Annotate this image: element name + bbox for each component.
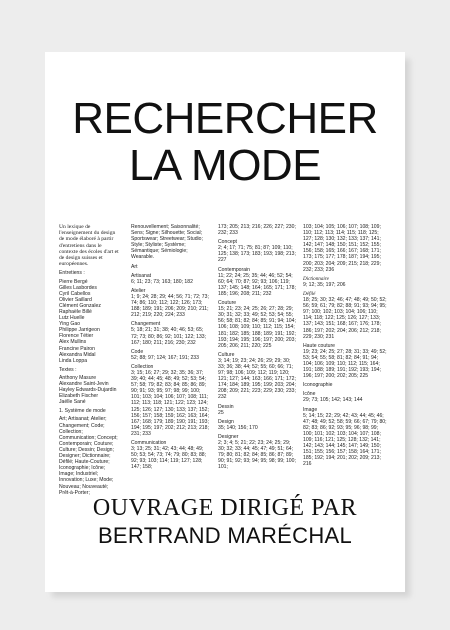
index-refs: 3; 13; 25; 31; 42; 43; 44; 48; 49; 50; 53; 54; 73; 74; 79; 80; 83; 88; 92; 93; 103; 114; 119; 127; 128; 147; 158; bbox=[131, 446, 207, 471]
index-entry bbox=[131, 273, 209, 285]
index-term: Design bbox=[218, 418, 234, 425]
keyword-list: Art; Artisanat; Atelier; Changement; Code; Collection; Communication; Concept; Contemporain; Couture; Culture; Dessin; Design; Designer; Dictionnaire; Défilé; Haute-Couture; Iconographie; Icône; Image; Industriel; Innovation; Luxe; Mode; Nouveau; Nouveauté; Prêt-à-Porter; bbox=[59, 416, 118, 496]
interviewee: Linda Loppa bbox=[59, 357, 88, 364]
index-term: Concept bbox=[218, 239, 237, 246]
editor-credit-line2: BERTRAND MARÉCHAL bbox=[97, 523, 353, 548]
index-refs: 9; 12; 35; 197; 206 bbox=[303, 281, 346, 288]
index-refs: 29; 73; 105; 142; 143; 144 bbox=[303, 397, 363, 404]
index-term: Dessin bbox=[218, 403, 234, 410]
index-entry bbox=[303, 343, 387, 380]
interviewee: Clément Gonzalez bbox=[59, 302, 101, 309]
index-refs: 15; 21; 23; 24; 25; 26; 27; 28; 29; 30; 31; 32; 33; 49; 52; 53; 54; 55; 56; 58; 81; 82; 84; 85; 91; 94; 104; 106; 108; 109; 110; 112; 115; 154; 181; 182; 185; 188; 189; 191; 192; 193; 194; 195; 196; 197; 200; 203; 205; 206; 211; 220; 225 bbox=[218, 306, 296, 349]
index-refs: 3; 15; 16; 27; 29; 32; 35; 36; 37; 39; 40; 44; 45; 48; 49; 52; 53; 54; 57; 58; 79; 82; 83; 84; 85; 86; 89; 90; 91; 93; 95; 97; 98; 99; 100; 101; 103; 104; 106; 107; 108; 111; 112; 113; 118; 121; 122; 123; 124; 125; 126; 127; 130; 133; 137; 152; 156; 157; 158; 159; 162; 163; 164; 167; 168; 179; 189; 190; 191; 193; 194; 195; 197; 202; 212; 213; 218; 231; 233 bbox=[131, 369, 209, 437]
index-term: Code bbox=[131, 348, 144, 355]
interviewee: Pierre Bergé bbox=[59, 278, 88, 285]
index-refs-continued: 103; 104; 105; 106; 107; 108; 109; 110; 112; 113; 114; 115; 118; 125; 127; 128; 130; 132; 133; 137; 141; 142; 147; 148; 150; 151; 152; 155; 156; 158; 165; 166; 167; 168; 171; 173; 175; 177; 178; 187; 194; 195; 200; 203; 204; 209; 215; 218; 229; 232; 233; 236 bbox=[303, 224, 381, 273]
index-refs: 25 bbox=[218, 409, 224, 416]
author: Jaëlle Sané bbox=[59, 399, 86, 406]
index-entry bbox=[218, 267, 296, 297]
index-refs: 11; 22; 24; 25; 35; 44; 46; 52; 54; 60; 64; 70; 87; 92; 93; 106; 119; 137; 145; 148; 164; 165; 171; 178; 185; 196; 208; 211; 232 bbox=[218, 272, 296, 297]
interviewee: Raphaële Billé bbox=[59, 308, 92, 315]
interviewee: Alexandra Midal bbox=[59, 351, 96, 358]
index-refs-continued: 173; 205; 213; 216; 226; 227; 230; 232; 233 bbox=[218, 224, 296, 237]
index-term: Image bbox=[303, 406, 318, 413]
index-term: Défilé bbox=[303, 290, 316, 297]
text-column-3 bbox=[218, 224, 296, 473]
text-column-2 bbox=[131, 224, 209, 473]
author: Elizabeth Fischer bbox=[59, 393, 99, 400]
interviews-label: Entretiens : bbox=[59, 270, 85, 277]
index-term: Contemporain bbox=[218, 266, 250, 273]
interviewee: Gilles Lasbordes bbox=[59, 284, 97, 291]
interviewee: Olivier Saillard bbox=[59, 296, 92, 303]
index-entry bbox=[303, 407, 387, 468]
index-refs: 2; 4; 17; 71; 75; 81; 87; 109; 110; 125; 138; 173; 183; 193; 198; 213; 227 bbox=[218, 245, 296, 264]
index-term: Changement bbox=[131, 321, 161, 328]
interviewee: Ying Gao bbox=[59, 321, 81, 328]
index-refs: 52; 88; 97; 124; 167; 191; 233 bbox=[131, 354, 199, 361]
interviewee: Lutz Huelle bbox=[59, 315, 85, 322]
index-entry bbox=[131, 364, 209, 437]
author: Hayley Edwards-Dujardin bbox=[59, 387, 117, 394]
author: Alexandre Saint-Jevin bbox=[59, 381, 109, 388]
index-refs: 2; 3; 4; 5; 21; 22; 23; 24; 25; 29; 30; 32; 33; 44; 45; 47; 49; 51; 64; 79; 80; 81; 82; 84; 85; 86; 87; 89; 90; 91; 92; 93; 94; 95; 98; 99; 100; 101; bbox=[218, 440, 296, 471]
index-entry bbox=[218, 352, 296, 401]
index-term: Atelier bbox=[131, 287, 146, 294]
index-refs: 19; 23; 24; 25; 27; 28; 31; 33; 49; 52; 53; 54; 55; 58; 81; 82; 84; 91; 94; 104; 106; 109; 110; 112; 115; 164; 191; 188; 189; 191; 192; 193; 194; 196; 197; 200; 202; 205; 225 bbox=[303, 348, 387, 380]
index-refs: 5; 18; 21; 31; 38; 40; 46; 53; 65; 72; 73; 80; 86; 92; 101; 122; 133; 167; 180; 211; 216; 230; 232 bbox=[131, 327, 207, 346]
interviewee: Florence Tétier bbox=[59, 333, 94, 340]
interviewee: Cyril Cabellos bbox=[59, 290, 91, 297]
cover-title-line2: LA MODE bbox=[128, 141, 322, 190]
interviewee-list bbox=[59, 279, 119, 364]
index-term: Designer bbox=[218, 433, 239, 440]
author: Anthony Masure bbox=[59, 374, 97, 381]
index-refs: 35; 140; 156; 170 bbox=[218, 424, 258, 431]
intro-text: Un lexique de l'enseignement du design de mode élaboré à partir d'entretiens dans le contexte des écoles d'art et de design suisses et européennes. bbox=[59, 224, 119, 268]
index-term: Art bbox=[131, 263, 138, 270]
texts-label: Textes : bbox=[59, 366, 77, 373]
text-column-1 bbox=[59, 224, 119, 499]
index-entry bbox=[218, 239, 296, 263]
book-cover bbox=[45, 52, 405, 592]
author-list bbox=[59, 375, 119, 405]
index-term: Couture bbox=[218, 300, 237, 307]
index-term: Haute couture bbox=[303, 342, 335, 349]
index-entry bbox=[303, 291, 387, 340]
editor-credit-line1: OUVRAGE DIRIGÉ PAR bbox=[92, 495, 358, 521]
index-entry bbox=[218, 404, 296, 416]
index-entry bbox=[303, 391, 387, 403]
index-term: Culture bbox=[218, 351, 235, 358]
index-term: Iconographie bbox=[303, 382, 333, 389]
index-entry bbox=[131, 321, 209, 345]
interviewee: Francine Pairon bbox=[59, 345, 95, 352]
interviewee: Philippe Jarrigeon bbox=[59, 327, 100, 334]
cover-title-line1: RECHERCHER bbox=[72, 94, 378, 143]
index-entry bbox=[218, 419, 296, 431]
section-heading: 1. Système de mode bbox=[59, 408, 106, 415]
index-term: Communication bbox=[131, 440, 167, 446]
index-term: Icône bbox=[303, 391, 316, 398]
index-refs: 5; 14; 15; 22; 29; 42; 43; 44; 45; 46; 47; 48; 49; 52; 58; 59; 66; 67; 79; 80; 82; 83; 86; 92; 93; 95; 96; 98; 99; 100; 101; 102; 103; 104; 107; 108; 109; 116; 121; 125; 128; 132; 141; 142; 143; 144; 145; 147; 149; 150; 151; 155; 156; 157; 158; 164; 171; 185; 192; 194; 201; 202; 209; 213; 216 bbox=[303, 412, 387, 468]
index-entry bbox=[131, 288, 209, 318]
index-entry bbox=[131, 264, 209, 270]
index-refs: 3; 14; 19; 23; 24; 26; 29; 29; 30; 33; 36; 38; 44; 52; 55; 60; 66; 71; 97; 98; 106; 109; 112; 119; 120; 121; 127; 144; 163; 166; 171; 172; 174; 184; 189; 195; 199; 203; 204; 208; 209; 221; 223; 229; 230; 233; 232 bbox=[218, 357, 296, 401]
index-term: Artisanat bbox=[131, 272, 152, 279]
keyword-list-continued: Renouvellement; Saisonnalité; Sens; Signe; Silhouette; Social; Sportswear; Streetwear; Studio; Style; Styliste; Système; Sémantique; Sémiologie; Wearable. bbox=[131, 224, 203, 261]
index-term: Collection bbox=[131, 363, 154, 370]
index-entry bbox=[303, 276, 387, 288]
text-column-4 bbox=[303, 224, 387, 470]
interviewee: Alex Mullins bbox=[59, 339, 87, 346]
index-term: Dictionnaire bbox=[303, 275, 329, 282]
index-refs: 6; 11; 23; 73; 163; 180; 182 bbox=[131, 278, 193, 285]
index-entry bbox=[218, 300, 296, 349]
index-entry bbox=[218, 434, 296, 471]
index-entry bbox=[131, 440, 209, 470]
index-refs: 18; 25; 30; 32; 46; 47; 48; 49; 50; 52; 56; 59; 61; 79; 82; 88; 91; 93; 94; 95; 97; 100; 102; 103; 104; 106; 110; 114; 118; 122; 125; 126; 127; 133; 137; 143; 151; 168; 167; 176; 178; 186; 197; 202; 204; 206; 212; 218; 229; 230; 231 bbox=[303, 297, 387, 340]
index-refs: 1; 9; 24; 28; 29; 44; 56; 71; 72; 73; 74; 86; 110; 112; 122; 126; 173; 188; 189; 191; 206; 209; 210; 211; 212; 219; 220; 224; 233 bbox=[131, 293, 209, 319]
index-entry bbox=[303, 382, 387, 388]
index-entry bbox=[131, 349, 209, 361]
